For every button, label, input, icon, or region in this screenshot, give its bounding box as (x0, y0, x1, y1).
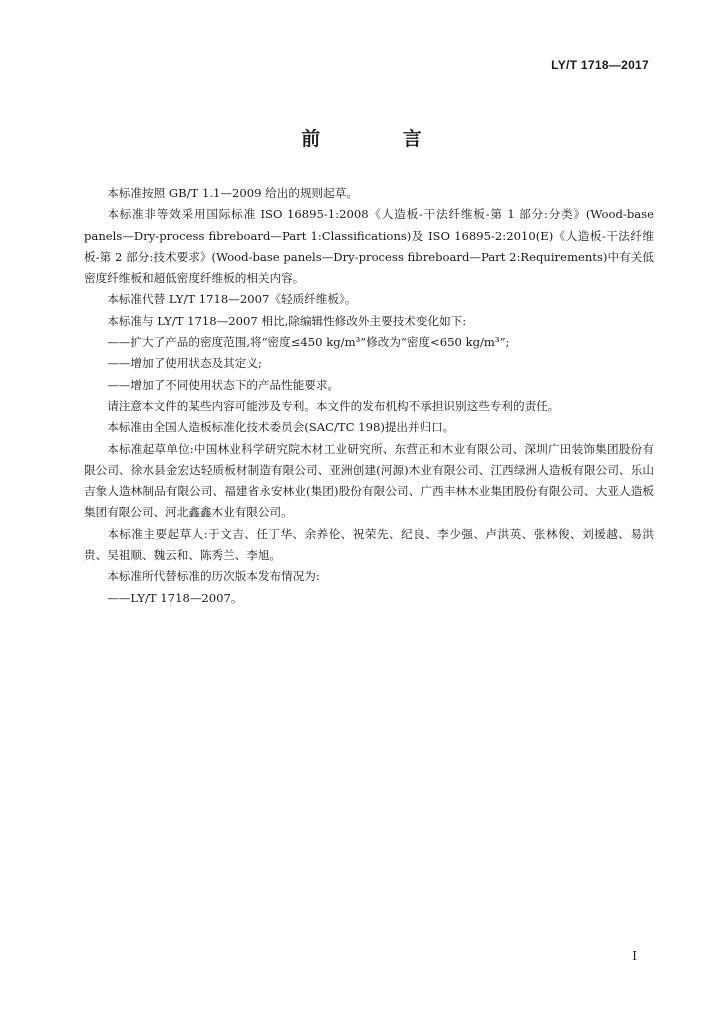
paragraph-drafters: 本标准主要起草人:于文吉、任丁华、余养伦、祝荣先、纪良、李少强、卢洪英、张林俊、刘援越、易洪贵、吴祖顺、魏云和、陈秀兰、李旭。 (84, 526, 654, 563)
document-body (84, 183, 654, 609)
paragraph-history-intro: 本标准所代替标准的历次版本发布情况为: (107, 569, 320, 584)
paragraph-patent-notice: 请注意本文件的某些内容可能涉及专利。本文件的发布机构不承担识别这些专利的责任。 (107, 398, 560, 413)
paragraph-drafting-units: 本标准起草单位:中国林业科学研究院木材工业研究所、东营正和木业有限公司、深圳广田装饰集团股份有限公司、徐水县金宏达轻质板材制造有限公司、亚洲创建(河源)木业有限公司、江西绿洲人造板有限公司、乐山吉象人造林制品有限公司、福建省永安林业(集团)股份有限公司、广西丰林木业集团股份有限公司、大亚人造板集团有限公司、河北鑫鑫木业有限公司。 (84, 441, 654, 520)
change-item-density: ——扩大了产品的密度范围,将“密度≤450 kg/m³”修改为“密度<650 kg/m³”; (107, 335, 510, 350)
page-title: 前 言 (301, 128, 460, 150)
paragraph-iso-reference: 本标准非等效采用国际标准 ISO 16895-1:2008《人造板-干法纤维板-第 1 部分:分类》(Wood-base panels—Dry-process fibreboard—Part 1:Classifications)及 ISO 16895-2:2010(E)《人造板-干法纤维板-第 2 部分:技术要求》(Wood-base panels—Dry-process fibreboard—Part 2:Requirements)中有关低密度纤维板和超低密度纤维板的相关内容。 (84, 207, 654, 286)
paragraph-replaces: 本标准代替 LY/T 1718—2007《轻质纤维板》。 (107, 292, 357, 307)
history-item: ——LY/T 1718—2007。 (107, 590, 243, 605)
paragraph-drafting-rules: 本标准按照 GB/T 1.1—2009 给出的规则起草。 (107, 186, 358, 200)
paragraph-changes-intro: 本标准与 LY/T 1718—2007 相比,除编辑性修改外主要技术变化如下: (107, 313, 467, 328)
paragraph-proposed-by: 本标准由全国人造板标准化技术委员会(SAC/TC 198)提出并归口。 (107, 420, 455, 435)
page-number: I (632, 949, 637, 963)
change-item-usage-state: ——增加了使用状态及其定义; (107, 356, 262, 371)
change-item-performance: ——增加了不同使用状态下的产品性能要求。 (107, 377, 340, 392)
standard-number: LY/T 1718—2017 (551, 58, 649, 72)
